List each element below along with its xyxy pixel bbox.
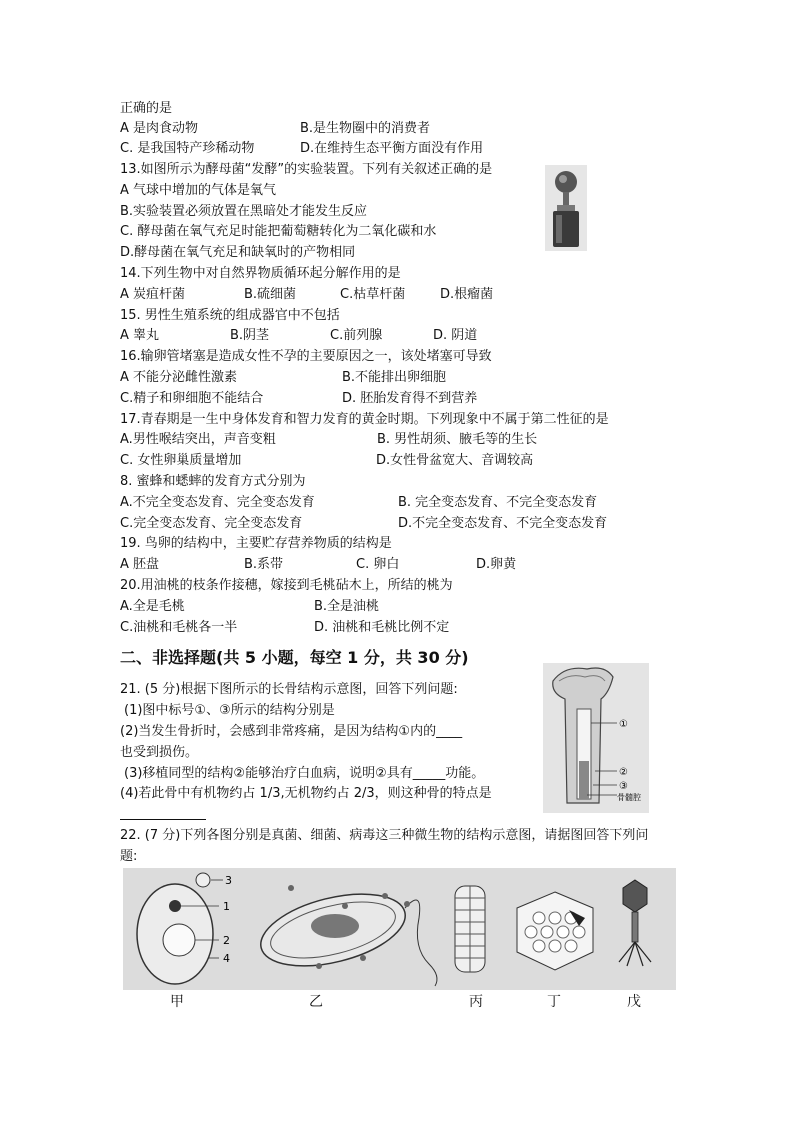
q21-sub3: (3)移植同型的结构②能够治疗白血病，说明②具有_____功能。 <box>124 766 485 781</box>
q21-answer-blank <box>120 819 206 820</box>
q17-stem: 17.青春期是一生中身体发育和智力发育的黄金时期。下列现象中不属于第二性征的是 <box>120 412 609 427</box>
q20-option-d: D. 油桃和毛桃比例不定 <box>314 620 450 635</box>
q19-stem: 19. 鸟卵的结构中，主要贮存营养物质的结构是 <box>120 536 392 551</box>
bone-label-3: ③ <box>619 781 628 792</box>
q12-option-d: D.在维持生态平衡方面没有作用 <box>300 141 484 156</box>
q14-option-b: B.硫细菌 <box>244 287 297 302</box>
q21-sub4: (4)若此骨中有机物约占 1/3,无机物约占 2/3，则这种骨的特点是 <box>120 786 492 801</box>
q18-option-a: A.不完全变态发育、完全变态发育 <box>120 495 315 510</box>
caption-jia: 甲 <box>170 994 184 1010</box>
caption-ding: 丁 <box>547 994 561 1010</box>
yeast-label-1: 1 <box>223 900 230 913</box>
q16-option-c: C.精子和卵细胞不能结合 <box>120 391 264 406</box>
q20-option-b: B.全是油桃 <box>314 599 380 614</box>
q15-stem: 15. 男性生殖系统的组成器官中不包括 <box>120 308 340 323</box>
q14-stem: 14.下列生物中对自然界物质循环起分解作用的是 <box>120 266 401 281</box>
yeast-label-4: 4 <box>223 952 230 965</box>
q16-option-d: D. 胚胎发育得不到营养 <box>342 391 478 406</box>
q15-option-a: A 睾丸 <box>120 328 160 343</box>
q15-option-b: B.阴茎 <box>230 328 270 343</box>
q22-stem: 22. (7 分)下列各图分别是真菌、细菌、病毒这三种微生物的结构示意图，请据图回答下列问 <box>120 828 649 843</box>
q12-option-a: A 是肉食动物 <box>120 121 199 136</box>
caption-yi: 乙 <box>309 994 323 1010</box>
caption-bing: 丙 <box>469 994 483 1010</box>
q19-option-a: A 胚盘 <box>120 557 160 572</box>
long-bone-figure <box>543 663 649 813</box>
q21-sub1: (1)图中标号①、③所示的结构分别是 <box>124 703 335 718</box>
q12-option-b: B.是生物圈中的消费者 <box>300 121 431 136</box>
q18-option-c: C.完全变态发育、完全变态发育 <box>120 516 303 531</box>
bone-label-2: ② <box>619 767 628 778</box>
q19-option-d: D.卵黄 <box>476 557 517 572</box>
microorganism-figure <box>123 868 676 990</box>
q14-option-d: D.根瘤菌 <box>440 287 494 302</box>
q13-option-d: D.酵母菌在氧气充足和缺氧时的产物相同 <box>120 245 356 260</box>
q13-option-c: C. 酵母菌在氧气充足时能把葡萄糖转化为二氧化碳和水 <box>120 224 437 239</box>
q16-stem: 16.输卵管堵塞是造成女性不孕的主要原因之一，该处堵塞可导致 <box>120 349 492 364</box>
q14-option-c: C.枯草杆菌 <box>340 287 406 302</box>
q21-stem: 21. (5 分)根据下图所示的长骨结构示意图，回答下列问题: <box>120 682 458 697</box>
q17-option-a: A.男性喉结突出，声音变粗 <box>120 432 276 447</box>
q20-option-a: A.全是毛桃 <box>120 599 185 614</box>
caption-wu: 戊 <box>627 994 641 1010</box>
section-2-heading: 二、非选择题(共 5 小题，每空 1 分，共 30 分) <box>120 648 469 667</box>
q17-option-c: C. 女性卵巢质量增加 <box>120 453 242 468</box>
q17-option-b: B. 男性胡须、腋毛等的生长 <box>377 432 538 447</box>
q21-sub2-cont: 也受到损伤。 <box>120 745 199 760</box>
q13-option-a: A 气球中增加的气体是氧气 <box>120 183 277 198</box>
q12-option-c: C. 是我国特产珍稀动物 <box>120 141 255 156</box>
q18-option-d: D.不完全变态发育、不完全变态发育 <box>398 516 608 531</box>
q16-option-a: A 不能分泌雌性激素 <box>120 370 238 385</box>
rod-virus-diagram <box>455 886 485 972</box>
q14-option-a: A 炭疽杆菌 <box>120 287 186 302</box>
bone-label-cavity: 骨髓腔 <box>617 793 641 802</box>
q17-option-d: D.女性骨盆宽大、音调较高 <box>376 453 534 468</box>
q19-option-c: C. 卵白 <box>356 557 400 572</box>
q16-option-b: B.不能排出卵细胞 <box>342 370 447 385</box>
q13-stem: 13.如图所示为酵母菌“发酵”的实验装置。下列有关叙述正确的是 <box>120 162 493 177</box>
q18-stem: 8. 蜜蜂和蟋蟀的发育方式分别为 <box>120 474 306 489</box>
q15-option-d: D. 阴道 <box>433 328 478 343</box>
q22-stem-cont: 题: <box>120 849 138 864</box>
q18-option-b: B. 完全变态发育、不完全变态发育 <box>398 495 598 510</box>
yeast-label-3: 3 <box>225 874 232 887</box>
yeast-label-2: 2 <box>223 934 230 947</box>
q20-stem: 20.用油桃的枝条作接穗，嫁接到毛桃砧木上，所结的桃为 <box>120 578 453 593</box>
q15-option-c: C.前列腺 <box>330 328 383 343</box>
fermentation-apparatus-figure <box>545 165 587 251</box>
q13-option-b: B.实验装置必须放置在黑暗处才能发生反应 <box>120 204 368 219</box>
q21-sub2: (2)当发生骨折时，会感到非常疼痛，是因为结构①内的____ <box>120 724 463 739</box>
q19-option-b: B.系带 <box>244 557 284 572</box>
q20-option-c: C.油桃和毛桃各一半 <box>120 620 238 635</box>
bone-label-1: ① <box>619 719 628 730</box>
q12-continuation: 正确的是 <box>120 101 173 116</box>
